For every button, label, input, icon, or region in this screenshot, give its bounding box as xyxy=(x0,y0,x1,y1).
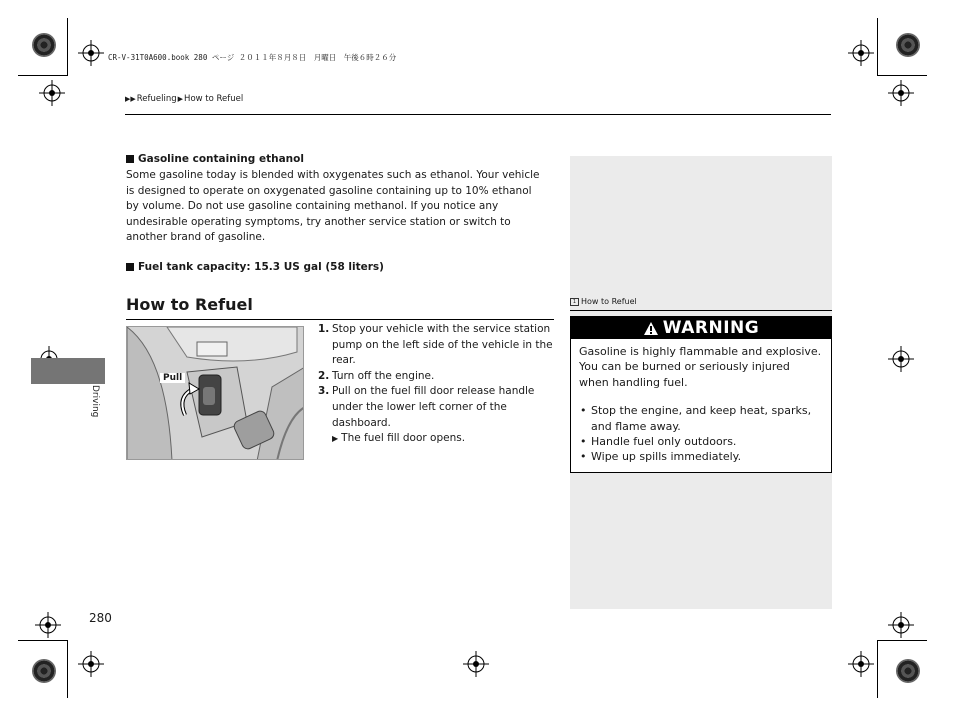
step-item xyxy=(318,384,554,431)
registration-disc-icon xyxy=(32,33,56,57)
crop-mark xyxy=(877,640,927,641)
step-number: 3. xyxy=(318,385,330,398)
section-title: How to Refuel xyxy=(126,295,253,314)
header-divider xyxy=(125,114,831,115)
registration-mark-icon xyxy=(888,612,914,638)
registration-mark-icon xyxy=(39,80,65,106)
step-text: Turn off the engine. xyxy=(332,369,435,382)
chapter-label: Driving xyxy=(90,385,100,418)
warning-list xyxy=(579,403,823,465)
registration-mark-icon xyxy=(463,651,489,677)
step-item xyxy=(318,369,554,385)
breadcrumb-arrow-icon: ▶▶ xyxy=(125,95,136,103)
refuel-steps xyxy=(318,322,554,447)
crop-mark xyxy=(67,640,68,698)
result-arrow-icon: ▶ xyxy=(332,434,339,444)
registration-mark-icon xyxy=(78,40,104,66)
warning-title: WARNING xyxy=(662,318,760,338)
sidebar-rule xyxy=(570,310,832,311)
registration-mark-icon xyxy=(888,346,914,372)
breadcrumb xyxy=(125,94,243,104)
registration-mark-icon xyxy=(848,651,874,677)
page-number: 280 xyxy=(89,611,112,625)
registration-mark-icon xyxy=(888,80,914,106)
warning-triangle-icon xyxy=(643,321,659,336)
registration-mark-icon xyxy=(35,612,61,638)
pull-label: Pull xyxy=(160,373,185,383)
registration-mark-icon xyxy=(848,40,874,66)
step-result-text: The fuel fill door opens. xyxy=(341,432,466,445)
warning-box xyxy=(570,316,832,473)
sidebar-reference[interactable] xyxy=(570,297,637,306)
step-item xyxy=(318,322,554,369)
registration-disc-icon xyxy=(896,33,920,57)
crop-mark xyxy=(877,640,878,698)
square-bullet-icon xyxy=(126,263,134,271)
crop-mark xyxy=(67,18,68,76)
breadcrumb-arrow-icon: ▶ xyxy=(177,95,184,103)
breadcrumb-item-refueling[interactable]: Refueling xyxy=(136,94,177,104)
registration-mark-icon xyxy=(78,651,104,677)
ethanol-heading xyxy=(126,153,304,165)
crop-mark xyxy=(18,640,68,641)
section-title-rule xyxy=(126,319,554,320)
step-result xyxy=(318,431,554,447)
square-bullet-icon xyxy=(126,155,134,163)
file-header: CR-V-31T0A600.book 280 ページ ２０１１年８月８日 月曜日 午後６時２６分 xyxy=(108,53,397,62)
warning-bullet: • Wipe up spills immediately. xyxy=(591,449,823,464)
crop-mark xyxy=(877,75,927,76)
step-text: Pull on the fuel fill door release handle under the lower left corner of the dashboard. xyxy=(332,385,535,429)
warning-body xyxy=(571,339,831,465)
crop-mark xyxy=(18,75,68,76)
capacity-heading xyxy=(126,261,384,273)
reference-icon: 1 xyxy=(570,298,579,306)
step-text: Stop your vehicle with the service station pump on the left side of the vehicle in the rear. xyxy=(332,323,553,367)
sidebar-reference-label: How to Refuel xyxy=(581,297,637,306)
breadcrumb-item-how-to-refuel[interactable]: How to Refuel xyxy=(184,94,244,104)
illustration-drawing xyxy=(127,327,304,460)
registration-disc-icon xyxy=(32,659,56,683)
registration-disc-icon xyxy=(896,659,920,683)
ethanol-body: Some gasoline today is blended with oxygenates such as ethanol. Your vehicle is designed to operate on oxygenated gasoline containing up to 10% ethanol by volume. Do not use gasoline containing methanol. If you notice any undesirable operating symptoms, try another service station or switch to another brand of gasoline. xyxy=(126,169,540,244)
warning-header xyxy=(571,317,831,339)
warning-bullet: • Handle fuel only outdoors. xyxy=(591,434,823,449)
step-number: 2. xyxy=(318,369,330,382)
chapter-tab[interactable] xyxy=(31,358,105,384)
ethanol-heading-text: Gasoline containing ethanol xyxy=(138,153,304,165)
crop-mark xyxy=(877,18,878,76)
warning-bullet: • Stop the engine, and keep heat, sparks, and flame away. xyxy=(591,403,823,434)
fuel-door-release-illustration xyxy=(126,326,304,460)
step-number: 1. xyxy=(318,323,330,335)
capacity-heading-text: Fuel tank capacity: 15.3 US gal (58 liters) xyxy=(138,261,384,273)
warning-intro: Gasoline is highly flammable and explosive. You can be burned or seriously injured when handling fuel. xyxy=(579,345,822,389)
